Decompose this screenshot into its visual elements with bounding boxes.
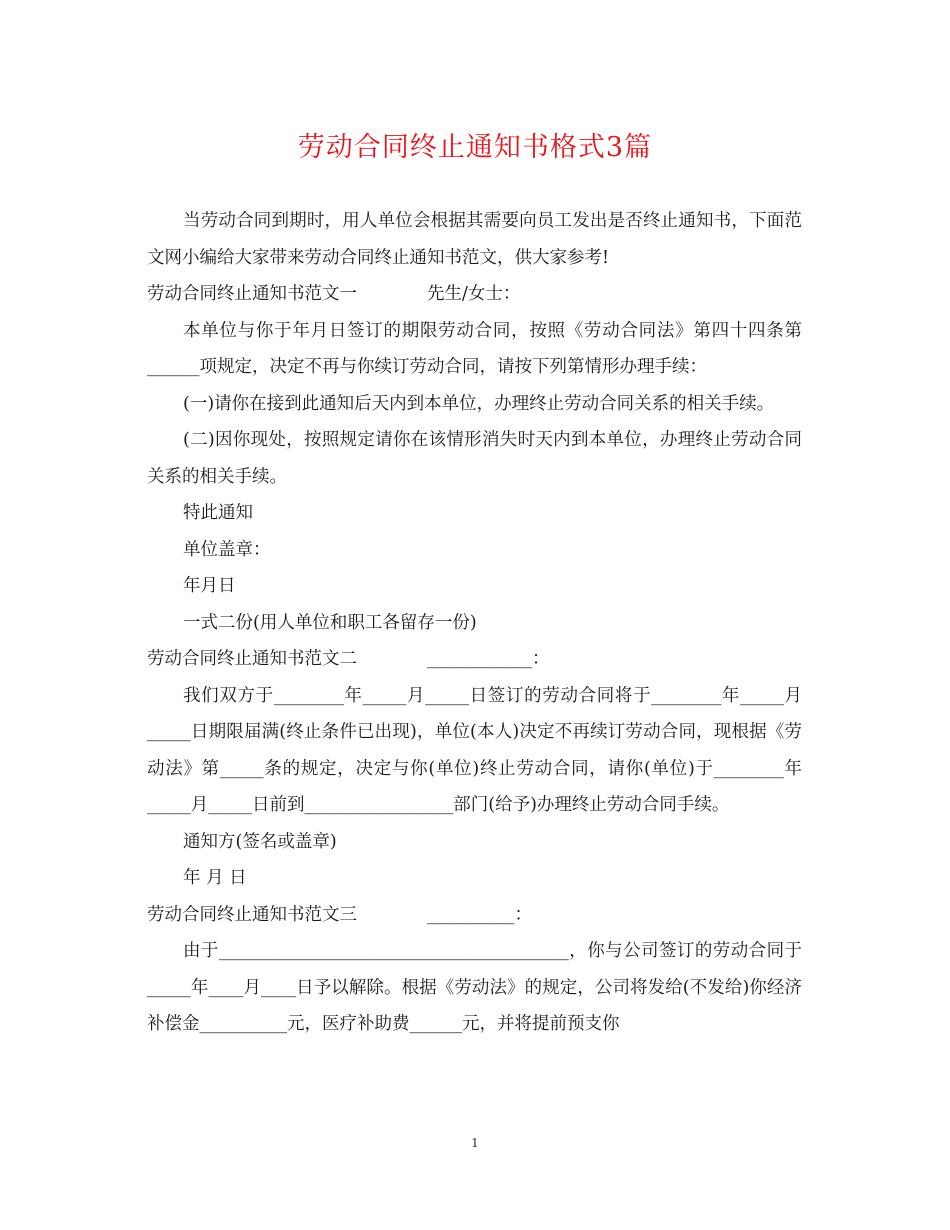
- sample1-paragraph: 本单位与你于年月日签订的期限劳动合同，按照《劳动合同法》第四十四条第______项规定，决定不再与你续订劳动合同，请按下列第情形办理手续：: [147, 320, 802, 377]
- sample1-date: 年月日: [183, 576, 236, 596]
- sample3-heading: 劳动合同终止通知书范文三: [147, 904, 357, 925]
- sample1-item1: (一)请你在接到此通知后天内到本单位，办理终止劳动合同关系的相关手续。: [183, 393, 775, 414]
- sample1-copies: 一式二份(用人单位和职工各留存一份): [183, 612, 477, 633]
- sample2-salutation: ____________：: [427, 649, 550, 669]
- sample2-heading-line: [147, 641, 802, 678]
- sample2-paragraph: 我们双方于________年_____月_____日签订的劳动合同将于________年_____月_____日期限届满(终止条件已出现)，单位(本人)决定不再续订劳动合同，现根据《劳动法》第_____条的规定，决定与你(单位)终止劳动合同，请你(单位)于________年_____月_____日前到_________________部门(给予)办理终止劳动合同手续。: [147, 685, 802, 815]
- document-title: 劳动合同终止通知书格式3篇: [297, 132, 653, 163]
- sample3-heading-line: [147, 897, 802, 934]
- page-number: 1: [471, 1136, 479, 1150]
- sample3-salutation: __________：: [427, 904, 532, 925]
- sample1-seal: 单位盖章：: [183, 539, 271, 560]
- document-body: [147, 203, 802, 1043]
- sample2-heading: 劳动合同终止通知书范文二: [147, 649, 357, 669]
- sample1-salutation: 先生/女士：: [427, 284, 521, 304]
- sample1-heading: 劳动合同终止通知书范文一: [147, 284, 357, 304]
- sample2-signer: 通知方(签名或盖章): [183, 831, 337, 852]
- intro-paragraph: 当劳动合同到期时，用人单位会根据其需要向员工发出是否终止通知书，下面范文网小编给大家带来劳动合同终止通知书范文，供大家参考!: [147, 211, 802, 268]
- sample1-heading-line: [147, 276, 802, 313]
- sample1-item2: (二)因你现处，按照规定请你在该情形消失时天内到本单位，办理终止劳动合同关系的相关手续。: [147, 430, 802, 487]
- sample3-paragraph: 由于________________________________________，你与公司签订的劳动合同于_____年____月____日予以解除。根据《劳动法》的规定，公司将发给(不发给)你经济补偿金__________元，医疗补助费______元，并将提前预支你: [147, 941, 802, 1034]
- sample2-date: 年 月 日: [183, 868, 247, 888]
- sample1-notice: 特此通知: [183, 503, 253, 523]
